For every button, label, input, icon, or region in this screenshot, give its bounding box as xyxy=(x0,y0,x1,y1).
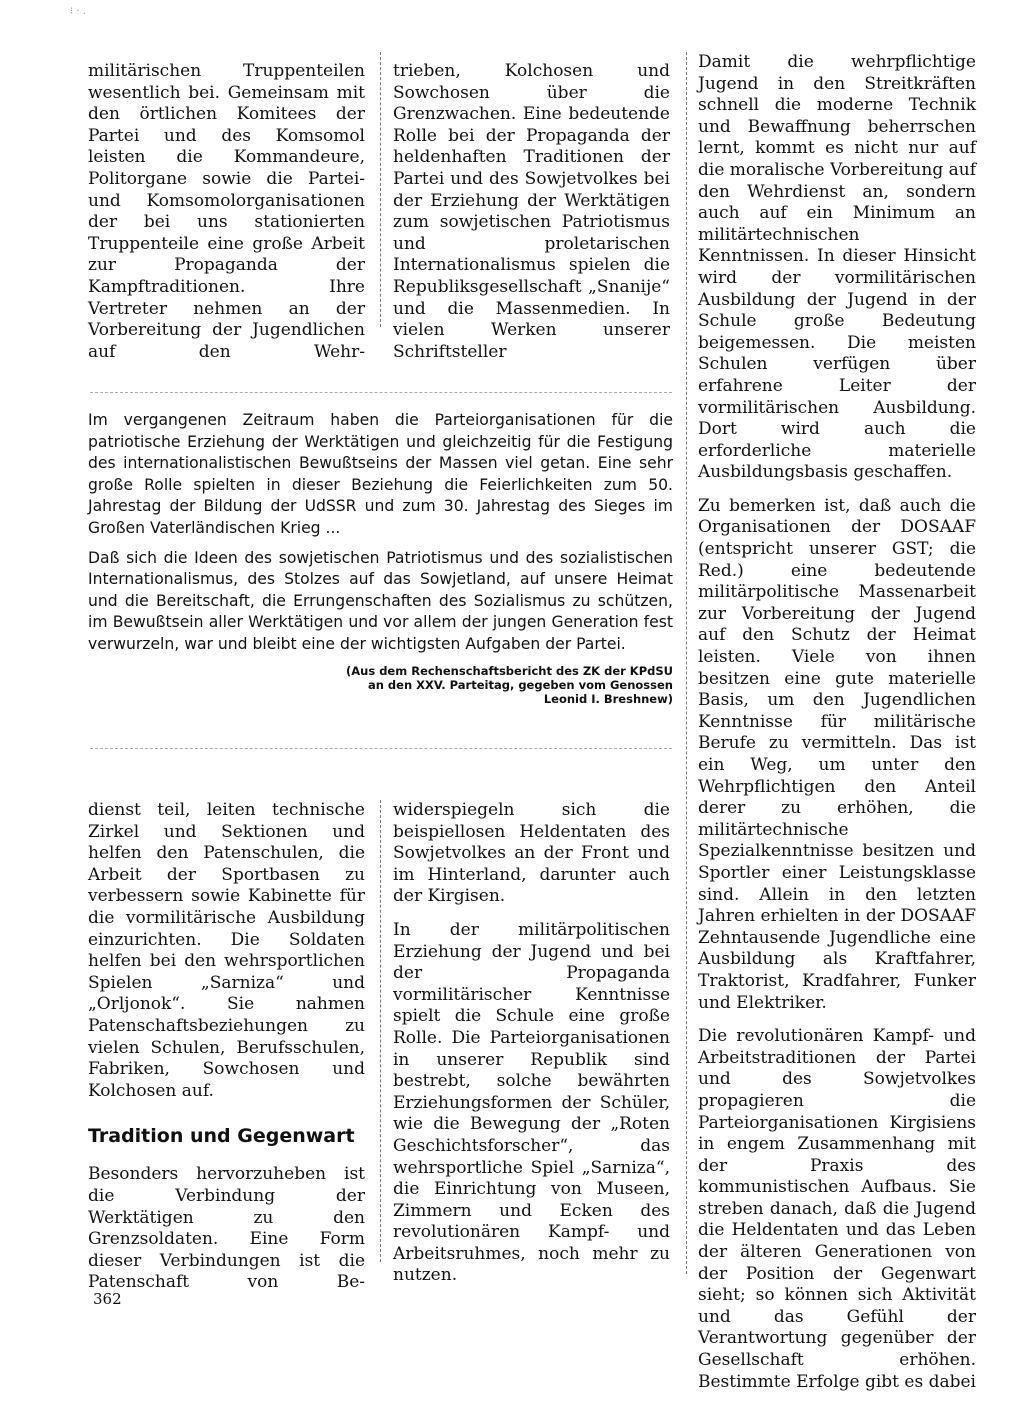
top-column-1 xyxy=(88,61,365,375)
column-divider xyxy=(380,52,381,327)
paragraph: In der militärpolitischen Erziehung der Jugend und bei der Propaganda vormilitärischer Kenntnisse spielt die Schule eine große Rolle. Die Parteiorganisationen in unserer Republik sind bestrebt, solche bewährten Erziehungsformen der Schüler, wie die Bewegung der „Roten Geschichtsforscher“, das wehrsportliche Spiel „Sarniza“, die Einrichtung von Museen, Zimmern und Ecken des revolutionären Kampf- und Arbeitsruhmes, noch mehr zu nutzen. xyxy=(393,919,670,1286)
quote-source-line: an den XXV. Parteitag, gegeben vom Genossen xyxy=(367,677,673,692)
paragraph: widerspiegeln sich die beispiellosen Heldentaten des Sowjetvolkes an der Front und im Hinterland, darunter auch der Kirgisen. xyxy=(393,800,670,907)
paragraph: Damit die wehrpflichtige Jugend in den Streitkräften schnell die moderne Technik und Bewaffnung beherrschen lernt, kommt es nicht nur auf die moralische Vorbereitung auf den Wehrdienst an, sondern auch auf ein Minimum an militärtechnischen Kenntnissen. In dieser Hinsicht wird der vormilitärischen Ausbildung der Jugend in der Schule große Bedeutung beigemessen. Die meisten Schulen verfügen über erfahrene Leiter der vormilitärischen Ausbildung. Dort wird auch die erforderliche materielle Ausbildungsbasis geschaffen. xyxy=(698,52,976,483)
quote-box xyxy=(88,410,673,706)
bottom-column-1 xyxy=(88,800,365,1306)
paragraph: dienst teil, leiten technische Zirkel und Sektionen und helfen den Patenschulen, die Arbeit der Sportbasen zu verbessern sowie Kabinette für die vormilitärische Ausbildung einzurichten. Die Soldaten helfen bei den wehrsportlichen Spielen „Sarniza“ und „Orljonok“. Sie nahmen Patenschaftsbeziehungen zu vielen Schulen, Berufsschulen, Fabriken, Sowchosen und Kolchosen auf. xyxy=(88,800,365,1101)
paragraph: trieben, Kolchosen und Sowchosen über die Grenzwachen. Eine bedeutende Rolle bei der Propaganda der heldenhaften Traditionen der Partei und des Sowjetvolkes bei der Erziehung der Werktätigen zum sowjetischen Patriotismus und proletarischen Internationalismus spielen die Republiksgesellschaft „Snanije“ und die Massenmedien. In vielen Werken unserer Schriftsteller xyxy=(393,61,670,362)
quote-source-line: (Aus dem Rechenschaftsbericht des ZK der KPdSU xyxy=(346,663,673,678)
page-number: 362 xyxy=(93,1290,122,1308)
section-heading: Tradition und Gegenwart xyxy=(88,1125,355,1148)
column-divider xyxy=(380,800,381,1262)
quote-paragraph-1: Im vergangenen Zeitraum haben die Parteiorganisationen für die patriotische Erziehung der Werktätigen und gleichzeitig für die Festigung des internationalistischen Bewußtseins der Massen viel getan. Eine sehr große Rolle spielten in dieser Beziehung die Feierlichkeiten zum 50. Jahrestag der Bildung der UdSSR und zum 30. Jahrestag des Sieges im Großen Vaterländischen Krieg ... xyxy=(88,411,673,537)
bottom-column-2 xyxy=(393,800,670,1299)
column-divider xyxy=(686,52,687,1274)
quote-paragraph-2: Daß sich die Ideen des sowjetischen Patriotismus und des sozialistischen Internationalismus, des Stolzes auf das Sowjetland, auf unsere Heimat und die Bereitschaft, die Errungenschaften des Sozialismus zu schützen, im Bewußtsein aller Werktätigen und vor allem der jungen Generation fest verwurzeln, war und bleibt eine der wichtigsten Aufgaben der Partei. xyxy=(88,548,673,653)
quote-top-rule xyxy=(90,392,672,393)
top-column-2 xyxy=(393,61,670,375)
right-column xyxy=(698,52,976,1405)
paragraph: Die revolutionären Kampf- und Arbeitstraditionen der Partei und des Sowjetvolkes propagieren die Parteiorganisationen Kirgisiens in engem Zusammenhang mit der Praxis des kommunistischen Aufbaus. Sie streben danach, daß die Jugend die Heldentaten und das Leben der älteren Generationen von der Position der Gegenwart sieht; so können sich Aktivität und das Gefühl der Verantwortung gegenüber der Gesellschaft erhöhen. Bestimmte Erfolge gibt es dabei xyxy=(698,1026,976,1392)
quote-source-line: Leonid I. Breshnew) xyxy=(543,691,673,706)
paragraph: Zu bemerken ist, daß auch die Organisationen der DOSAAF (entspricht unserer GST; die Red.) eine bedeutende militärpolitische Massenarbeit zur Vorbereitung der Jugend auf den Schutz der Heimat leisten. Viele von ihnen besitzen eine gute materielle Basis, um den Jugendlichen Kenntnisse für militärische Berufe zu vermitteln. Das ist ein Weg, um unter den Wehrpflichtigen den Anteil derer zu erhöhen, die militärtechnische Spezialkenntnisse besitzen und Sportler einer Leistungsklasse sind. Allein in den letzten Jahren erhielten in der DOSAAF Zehntausende Jugendliche eine Ausbildung als Kraftfahrer, Traktorist, Kradfahrer, Funker und Elektriker. xyxy=(698,495,976,1013)
quote-source xyxy=(88,664,673,706)
paragraph: militärischen Truppenteilen wesentlich bei. Gemeinsam mit den örtlichen Komitees der Partei und des Komsomol leisten die Kommandeure, Politorgane sowie die Partei- und Komsomolorganisationen der bei uns stationierten Truppenteile eine große Arbeit zur Propaganda der Kampftraditionen. Ihre Vertreter nehmen an der Vorbereitung der Jugendlichen auf den Wehr- xyxy=(88,61,365,362)
corner-mark: ⁝ · . xyxy=(70,6,86,17)
paragraph: Besonders hervorzuheben ist die Verbindung der Werktätigen zu den Grenzsoldaten. Eine Form dieser Verbindungen ist die Patenschaft von Be- xyxy=(88,1164,365,1293)
quote-bottom-rule xyxy=(90,748,672,749)
